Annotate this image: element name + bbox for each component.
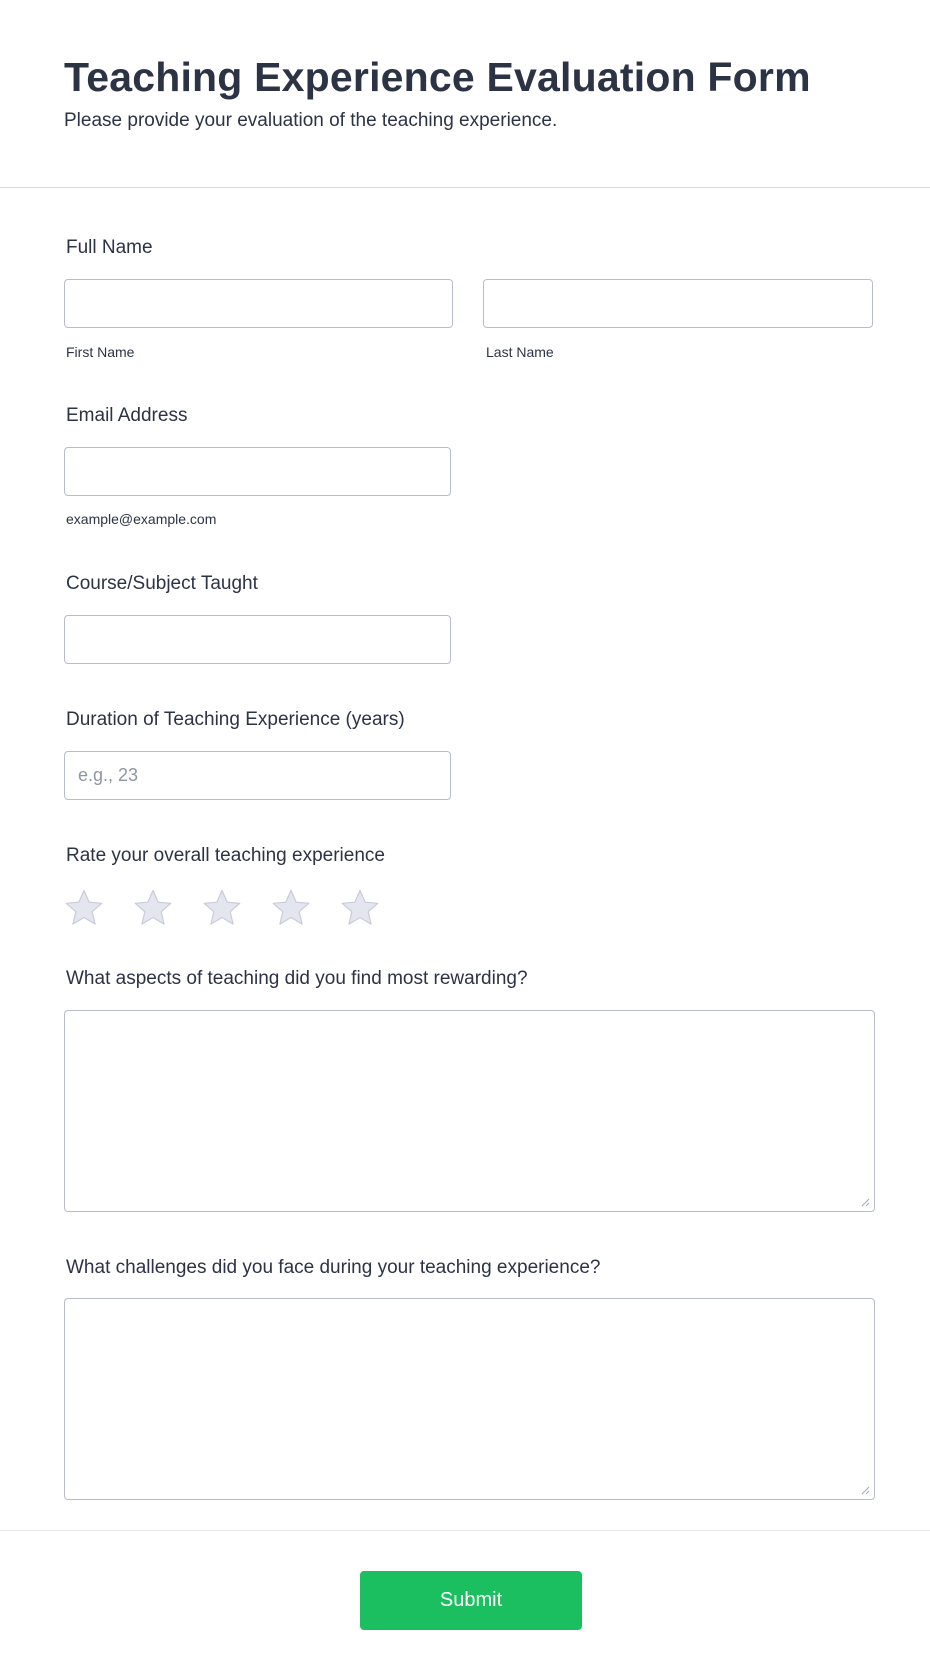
- resize-grip-icon[interactable]: [860, 1197, 870, 1207]
- duration-label: Duration of Teaching Experience (years): [66, 709, 405, 730]
- first-name-input[interactable]: [64, 279, 453, 328]
- rewarding-textarea[interactable]: [64, 1010, 875, 1212]
- form-header: [64, 50, 884, 134]
- email-label: Email Address: [66, 405, 188, 426]
- course-input[interactable]: [64, 615, 451, 664]
- challenges-label: What challenges did you face during your teaching experience?: [66, 1257, 601, 1278]
- star-icon[interactable]: [64, 888, 104, 928]
- submit-button[interactable]: Submit: [360, 1571, 582, 1630]
- full-name-label: Full Name: [66, 237, 153, 258]
- rewarding-label: What aspects of teaching did you find most rewarding?: [66, 968, 528, 989]
- duration-input[interactable]: [64, 751, 451, 800]
- footer-divider: [0, 1530, 930, 1531]
- header-divider: [0, 187, 930, 188]
- email-input[interactable]: [64, 447, 451, 496]
- form-title: Teaching Experience Evaluation Form: [64, 54, 811, 100]
- resize-grip-icon[interactable]: [860, 1485, 870, 1495]
- star-icon[interactable]: [202, 888, 242, 928]
- form-subtitle: Please provide your evaluation of the teaching experience.: [64, 110, 558, 131]
- star-icon[interactable]: [271, 888, 311, 928]
- star-icon[interactable]: [133, 888, 173, 928]
- last-name-input[interactable]: [483, 279, 873, 328]
- star-icon[interactable]: [340, 888, 380, 928]
- rating-label: Rate your overall teaching experience: [66, 845, 385, 866]
- challenges-textarea[interactable]: [64, 1298, 875, 1500]
- star-rating: [64, 888, 404, 928]
- last-name-sublabel: Last Name: [486, 344, 554, 360]
- course-label: Course/Subject Taught: [66, 573, 258, 594]
- email-sublabel: example@example.com: [66, 511, 217, 527]
- first-name-sublabel: First Name: [66, 344, 135, 360]
